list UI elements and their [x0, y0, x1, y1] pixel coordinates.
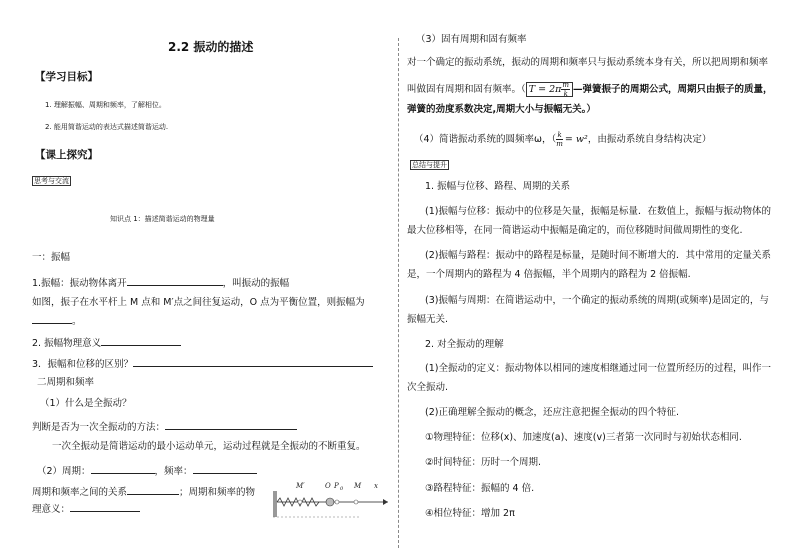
natural-text-2a: 叫做固有周期和固有频率。（ [407, 84, 526, 95]
relation-3-b: 振幅无关. [407, 314, 449, 325]
judge-method-label: 判断是否为一次全振动的方法： [32, 422, 166, 433]
natural-text-2b: —弹簧振子的周期公式，周期只由振子的质量， [573, 84, 773, 95]
figure-ball [326, 498, 334, 506]
figure-marker-p [335, 500, 339, 504]
figure-label-m-prime: M′ [296, 482, 305, 490]
page-title: 2.2 振动的描述 [168, 40, 254, 54]
relation-line [32, 484, 255, 499]
blank-judge-method[interactable] [165, 419, 297, 430]
section-amplitude: 一：振幅 [32, 252, 71, 263]
period-formula-fraction [561, 81, 570, 98]
full-vibration-unit: 一次全振动是简谐运动的最小运动单元，运动过程就是全振动的不断重复。 [52, 441, 366, 452]
period-label: （2）周期： [37, 466, 91, 477]
figure-axis-arrow [383, 499, 388, 505]
example-end: 。 [72, 316, 82, 327]
feature-1: ①物理特征：位移(x)、加速度(a)、速度(v)三者第一次同时与初始状态相同. [425, 432, 742, 443]
relation-1-b: 最大位移相等，在同一简谐运动中振幅是确定的，而位移随时间做周期性的变化. [407, 225, 743, 236]
angular-frequency-a: （4）简谐振动系统的圆频率ω，（ [414, 134, 557, 145]
column-divider [398, 38, 399, 548]
amplitude-definition-b: ，叫振动的振幅 [222, 278, 290, 289]
angular-formula-rhs: = w² [564, 134, 588, 145]
knowledge-point-1: 知识点 1：描述简谐运动的物理量 [110, 215, 215, 223]
blank-meaning[interactable] [70, 501, 140, 512]
amplitude-meaning [32, 335, 181, 350]
angular-formula-k: k [557, 131, 562, 139]
feature-4: ④相位特征：增加 2π [425, 508, 515, 519]
section-natural-period: （3）固有周期和固有频率 [416, 34, 527, 45]
angular-frequency-line [414, 131, 711, 148]
goal-2: 2. 能用简谐运动的表达式描述简谐运动. [45, 123, 169, 131]
blank-amplitude-definition[interactable] [127, 275, 223, 286]
full-vibration-1-a: (1)全振动的定义：振动物体以相同的速度相继通过同一位置所经历的过程，叫作一 [425, 363, 771, 374]
goals-heading: 【学习目标】 [35, 71, 98, 83]
summary-box: 总结与提升 [412, 161, 447, 169]
angular-formula-m: m [556, 140, 563, 148]
angular-formula-fraction [556, 131, 563, 148]
relation-1-a: (1)振幅与位移：振动中的位移是矢量，振幅是标量．在数值上，振幅与振动物体的 [425, 206, 771, 217]
feature-2: ②时间特征：历时一个周期. [425, 457, 542, 468]
natural-text-3: 弹簧的劲度系数决定,周期大小与振幅无关。） [407, 104, 596, 115]
goal-1: 1. 理解振幅、周期和频率，了解相位。 [45, 101, 166, 109]
think-box: 思考与交流 [34, 177, 69, 185]
relation-physics: ；周期和频率的物 [179, 487, 256, 498]
spring-oscillator-figure [270, 479, 394, 521]
relation-3-a: (3)振幅与周期：在简谐运动中，一个确定的振动系统的周期(或频率)是固定的，与 [425, 295, 769, 306]
example-answer [32, 313, 82, 328]
relation-label: 周期和频率之间的关系 [32, 487, 128, 498]
full-vibration-2: (2)正确理解全振动的概念，还应注意把握全振动的四个特征. [425, 407, 679, 418]
amplitude-definition [32, 275, 289, 290]
period-frequency-line [37, 463, 257, 478]
angular-frequency-b: ，由振动系统自身结构决定） [587, 134, 712, 145]
natural-text-2 [407, 81, 773, 98]
blank-amplitude-meaning[interactable] [101, 335, 181, 346]
blank-relation[interactable] [127, 484, 179, 495]
figure-marker-m-prime [298, 500, 302, 504]
period-formula-m: m [562, 81, 570, 89]
feature-3: ③路程特征：振幅的 4 倍. [425, 483, 535, 494]
question-full-vibration: （1）什么是全振动？ [40, 398, 132, 409]
figure-label-p: P [334, 482, 339, 490]
relation-2-a: (2)振幅与路程：振动中的路程是标量，是随时间不断增大的．其中常用的定量关系 [425, 250, 771, 261]
frequency-label: ，频率： [154, 466, 193, 477]
figure-label-x: x [374, 482, 378, 490]
meaning-line [32, 501, 140, 516]
full-vibration-1-b: 次全振动. [407, 382, 449, 393]
blank-example-amplitude[interactable] [32, 313, 72, 324]
section-period-frequency: 二周期和频率 [37, 377, 95, 388]
figure-label-p-subscript: 0 [340, 486, 344, 492]
judge-method [32, 419, 297, 434]
example-text: 如图，振子在水平杆上 M 点和 M′点之间往复运动，O 点为平衡位置，则振幅为 [32, 297, 365, 308]
relation-2-b: 是，一个周期内的路程为 4 倍振幅，半个周期内的路程为 2 倍振幅. [407, 269, 691, 280]
period-formula [526, 82, 573, 97]
blank-period[interactable] [91, 463, 155, 474]
amplitude-vs-displacement [32, 356, 373, 371]
figure-label-m: M [354, 482, 362, 490]
blank-amplitude-vs-displacement[interactable] [133, 356, 373, 367]
blank-frequency[interactable] [193, 463, 257, 474]
period-formula-k: k [563, 90, 568, 98]
amplitude-definition-a: 1.振幅：振动物体离开 [32, 278, 127, 289]
figure-marker-m [354, 500, 358, 504]
relation-heading: 1. 振幅与位移、路程、周期的关系 [425, 181, 571, 192]
figure-label-o: O [325, 482, 331, 490]
amplitude-meaning-label: 2. 振幅物理意义 [32, 338, 102, 349]
period-formula-lhs: T = 2π [528, 84, 562, 95]
natural-text-1: 对一个确定的振动系统，振动的周期和频率只与振动系统本身有关，所以把周期和频率 [407, 57, 769, 68]
amplitude-vs-displacement-label: 3．振幅和位移的区别？ [32, 359, 134, 370]
full-vibration-heading: 2. 对全振动的理解 [425, 339, 504, 350]
figure-wall [273, 491, 277, 517]
explore-heading: 【课上探究】 [35, 149, 98, 161]
meaning-label: 理意义： [32, 504, 71, 515]
